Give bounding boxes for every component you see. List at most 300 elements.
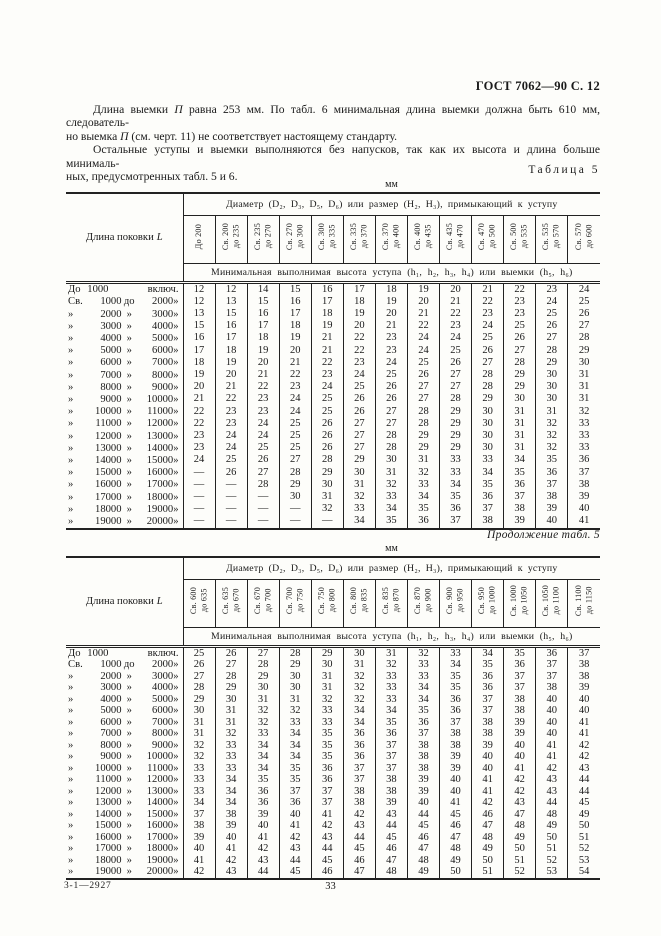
column-header: Св. 200 до 235 — [215, 215, 247, 263]
value-cell: 16 — [247, 308, 279, 320]
text-run: равна 253 мм. По табл. 6 минимальная длина выемки должна быть 610 мм, следователь- — [66, 103, 600, 130]
value-cell: 38 — [183, 820, 215, 832]
value-cell: 31 — [311, 671, 343, 683]
value-cell: 47 — [440, 832, 472, 844]
value-cell: 31 — [183, 717, 215, 729]
value-cell: 42 — [536, 763, 568, 775]
table-row — [66, 381, 600, 393]
value-cell: 15 — [247, 296, 279, 308]
row-label: » 8000 » 9000 » — [66, 381, 183, 393]
value-cell: 37 — [472, 694, 504, 706]
value-cell: 17 — [343, 282, 375, 296]
value-cell: 30 — [375, 454, 407, 466]
table-row — [66, 369, 600, 381]
value-cell: 33 — [215, 740, 247, 752]
value-cell: 40 — [536, 515, 568, 528]
row-label: » 17000 » 18000 » — [66, 491, 183, 503]
row-label: До 1000 включ. — [66, 646, 183, 659]
value-cell: 52 — [536, 855, 568, 867]
row-label: » 15000 » 16000 » — [66, 820, 183, 832]
table-row — [66, 717, 600, 729]
value-cell: 37 — [183, 809, 215, 821]
value-cell: 37 — [375, 763, 407, 775]
value-cell: 19 — [279, 332, 311, 344]
value-cell: 35 — [279, 763, 311, 775]
value-cell: 39 — [472, 740, 504, 752]
value-cell: 32 — [375, 479, 407, 491]
value-cell: 41 — [568, 515, 600, 528]
table-row — [66, 728, 600, 740]
value-cell: 20 — [279, 345, 311, 357]
value-cell: — — [247, 515, 279, 528]
column-header: Св. 335 до 370 — [343, 215, 375, 263]
text-run: но выемка — [66, 129, 121, 143]
value-cell: 15 — [215, 308, 247, 320]
value-cell: 43 — [375, 809, 407, 821]
value-cell: 34 — [247, 751, 279, 763]
value-cell: 41 — [536, 740, 568, 752]
value-cell: 27 — [407, 393, 439, 405]
value-cell: 36 — [504, 479, 536, 491]
value-cell: 30 — [215, 694, 247, 706]
value-cell: 33 — [440, 467, 472, 479]
value-cell: 21 — [375, 320, 407, 332]
value-cell: 13 — [183, 308, 215, 320]
value-cell: 29 — [536, 357, 568, 369]
value-cell: 27 — [247, 646, 279, 659]
value-cell: — — [215, 479, 247, 491]
value-cell: 25 — [568, 296, 600, 308]
value-cell: 18 — [311, 308, 343, 320]
value-cell: 33 — [215, 751, 247, 763]
value-cell: 23 — [215, 406, 247, 418]
value-cell: 34 — [215, 786, 247, 798]
value-cell: 32 — [407, 467, 439, 479]
value-cell: 40 — [568, 705, 600, 717]
table-5 — [66, 192, 600, 530]
value-cell: 28 — [472, 381, 504, 393]
value-cell: 36 — [440, 694, 472, 706]
column-header: Св. 570 до 600 — [568, 215, 600, 263]
value-cell: 40 — [215, 832, 247, 844]
value-cell: 18 — [247, 332, 279, 344]
value-cell: 43 — [536, 774, 568, 786]
value-cell: 30 — [279, 682, 311, 694]
value-cell: 29 — [568, 345, 600, 357]
value-cell: 31 — [375, 646, 407, 659]
value-cell: 25 — [247, 442, 279, 454]
variable-symbol: П — [120, 129, 129, 143]
value-cell: 43 — [568, 763, 600, 775]
value-cell: 29 — [343, 454, 375, 466]
value-cell: 42 — [215, 855, 247, 867]
row-label: Св. 1000 до 2000 » — [66, 659, 183, 671]
value-cell: 53 — [536, 866, 568, 879]
value-cell: 23 — [279, 381, 311, 393]
value-cell: 49 — [440, 855, 472, 867]
table-row — [66, 786, 600, 798]
value-cell: 22 — [407, 320, 439, 332]
row-label: » 6000 » 7000 » — [66, 717, 183, 729]
value-cell: 17 — [183, 345, 215, 357]
value-cell: 29 — [440, 430, 472, 442]
value-cell: 31 — [311, 491, 343, 503]
value-cell: 42 — [504, 786, 536, 798]
value-cell: 26 — [504, 332, 536, 344]
value-cell: 37 — [472, 503, 504, 515]
value-cell: 40 — [183, 843, 215, 855]
value-cell: 35 — [311, 751, 343, 763]
value-cell: 34 — [375, 503, 407, 515]
value-cell: 34 — [279, 740, 311, 752]
value-cell: 28 — [407, 406, 439, 418]
value-cell: 44 — [247, 866, 279, 879]
value-cell: 47 — [343, 866, 375, 879]
value-cell: 41 — [215, 843, 247, 855]
value-cell: 41 — [568, 717, 600, 729]
value-cell: 28 — [247, 479, 279, 491]
row-label: » 13000 » 14000 » — [66, 442, 183, 454]
value-cell: 43 — [215, 866, 247, 879]
value-cell: 22 — [183, 418, 215, 430]
value-cell: 32 — [536, 418, 568, 430]
value-cell: 38 — [536, 491, 568, 503]
value-cell: — — [247, 491, 279, 503]
table-row — [66, 763, 600, 775]
value-cell: 46 — [440, 820, 472, 832]
value-cell: 36 — [375, 728, 407, 740]
diameter-header: Диаметр (D₂, D₃, D₅, D₆) или размер (H₂, H₃), примыкающий к уступу — [183, 557, 600, 579]
value-cell: 22 — [279, 369, 311, 381]
value-cell: 41 — [536, 751, 568, 763]
value-cell: 22 — [183, 406, 215, 418]
value-cell: 28 — [440, 393, 472, 405]
value-cell: 48 — [375, 866, 407, 879]
value-cell: 34 — [440, 659, 472, 671]
column-header: Св. 435 до 470 — [440, 215, 472, 263]
table-5-continued — [66, 556, 600, 880]
row-label: » 7000 » 8000 » — [66, 728, 183, 740]
value-cell: 22 — [343, 332, 375, 344]
value-cell: 34 — [407, 491, 439, 503]
corner-cell — [66, 193, 183, 282]
value-cell: 36 — [343, 740, 375, 752]
value-cell: 37 — [568, 467, 600, 479]
value-cell: 24 — [440, 332, 472, 344]
value-cell: 22 — [440, 308, 472, 320]
column-header: Св. 1000 до 1050 — [504, 579, 536, 627]
value-cell: — — [279, 515, 311, 528]
value-cell: 44 — [311, 843, 343, 855]
value-cell: 37 — [440, 717, 472, 729]
value-cell: 34 — [279, 728, 311, 740]
value-cell: 24 — [215, 442, 247, 454]
value-cell: 30 — [504, 393, 536, 405]
value-cell: 49 — [536, 820, 568, 832]
table-row — [66, 740, 600, 752]
value-cell: 45 — [279, 866, 311, 879]
value-cell: 33 — [472, 454, 504, 466]
value-cell: 29 — [311, 646, 343, 659]
row-label: » 14000 » 15000 » — [66, 809, 183, 821]
value-cell: 34 — [247, 763, 279, 775]
value-cell: 49 — [407, 866, 439, 879]
value-cell: 36 — [440, 503, 472, 515]
value-cell: 41 — [472, 774, 504, 786]
value-cell: 23 — [247, 393, 279, 405]
row-label: » 10000 » 11000 » — [66, 763, 183, 775]
table-row — [66, 430, 600, 442]
value-cell: 34 — [215, 797, 247, 809]
value-cell: 21 — [279, 357, 311, 369]
value-cell: 26 — [247, 454, 279, 466]
value-cell: 33 — [247, 728, 279, 740]
corner-cell — [66, 557, 183, 646]
value-cell: 29 — [407, 442, 439, 454]
value-cell: 25 — [472, 332, 504, 344]
value-cell: 41 — [472, 786, 504, 798]
value-cell: 43 — [279, 843, 311, 855]
value-cell: 36 — [472, 682, 504, 694]
value-cell: 24 — [568, 282, 600, 296]
value-cell: 20 — [440, 282, 472, 296]
value-cell: 38 — [375, 786, 407, 798]
value-cell: 37 — [407, 728, 439, 740]
value-cell: 28 — [311, 454, 343, 466]
table-header-row — [66, 193, 600, 215]
value-cell: 13 — [215, 296, 247, 308]
value-cell: 37 — [568, 646, 600, 659]
value-cell: 42 — [343, 809, 375, 821]
value-cell: 21 — [311, 345, 343, 357]
value-cell: 52 — [504, 866, 536, 879]
value-cell: 26 — [407, 369, 439, 381]
page-number: 33 — [325, 881, 336, 892]
value-cell: 39 — [247, 809, 279, 821]
value-cell: 48 — [407, 855, 439, 867]
value-cell: 24 — [472, 320, 504, 332]
value-cell: 41 — [183, 855, 215, 867]
row-label: » 16000 » 17000 » — [66, 479, 183, 491]
table-row — [66, 308, 600, 320]
value-cell: 31 — [343, 479, 375, 491]
value-cell: 37 — [279, 786, 311, 798]
value-cell: 33 — [279, 717, 311, 729]
value-cell: 35 — [311, 728, 343, 740]
value-cell: 35 — [247, 774, 279, 786]
value-cell: 36 — [472, 491, 504, 503]
value-cell: 26 — [343, 406, 375, 418]
value-cell: 49 — [504, 832, 536, 844]
value-cell: 31 — [536, 406, 568, 418]
value-cell: 52 — [568, 843, 600, 855]
value-cell: — — [215, 491, 247, 503]
value-cell: 38 — [343, 797, 375, 809]
value-cell: 31 — [183, 728, 215, 740]
value-cell: 49 — [568, 809, 600, 821]
value-cell: 26 — [311, 442, 343, 454]
row-label: » 2000 » 3000 » — [66, 671, 183, 683]
value-cell: 33 — [407, 671, 439, 683]
value-cell: 45 — [568, 797, 600, 809]
column-header: Св. 600 до 635 — [183, 579, 215, 627]
table-row — [66, 682, 600, 694]
value-cell: 38 — [504, 503, 536, 515]
value-cell: 27 — [440, 381, 472, 393]
table-caption: Таблица 5 — [528, 164, 600, 176]
value-cell: 45 — [375, 832, 407, 844]
column-header: Св. 670 до 700 — [247, 579, 279, 627]
row-label: До 1000 включ. — [66, 282, 183, 296]
value-cell: 30 — [568, 357, 600, 369]
value-cell: 35 — [279, 774, 311, 786]
value-cell: 35 — [407, 503, 439, 515]
value-cell: 35 — [536, 454, 568, 466]
value-cell: 37 — [536, 479, 568, 491]
value-cell: 29 — [279, 659, 311, 671]
value-cell: 38 — [504, 705, 536, 717]
value-cell: 44 — [568, 774, 600, 786]
value-cell: 39 — [440, 763, 472, 775]
table-row — [66, 843, 600, 855]
value-cell: 35 — [472, 479, 504, 491]
value-cell: 21 — [472, 282, 504, 296]
column-header: Св. 270 до 300 — [279, 215, 311, 263]
value-cell: 38 — [568, 659, 600, 671]
value-cell: 31 — [215, 717, 247, 729]
value-cell: 18 — [215, 345, 247, 357]
value-cell: 32 — [343, 671, 375, 683]
value-cell: 33 — [407, 659, 439, 671]
value-cell: 48 — [472, 832, 504, 844]
value-cell: 32 — [536, 430, 568, 442]
value-cell: 48 — [504, 820, 536, 832]
value-cell: 21 — [183, 393, 215, 405]
value-cell: 47 — [375, 855, 407, 867]
variable-symbol: L — [156, 595, 163, 607]
value-cell: 30 — [343, 646, 375, 659]
value-cell: 53 — [568, 855, 600, 867]
value-cell: 34 — [247, 740, 279, 752]
value-cell: 36 — [247, 797, 279, 809]
value-cell: 39 — [504, 515, 536, 528]
value-cell: 24 — [407, 345, 439, 357]
value-cell: 39 — [536, 503, 568, 515]
value-cell: 27 — [472, 357, 504, 369]
value-cell: 32 — [568, 406, 600, 418]
value-cell: 25 — [279, 430, 311, 442]
value-cell: 23 — [536, 282, 568, 296]
value-cell: 24 — [407, 332, 439, 344]
value-cell: 26 — [440, 357, 472, 369]
value-cell: 31 — [407, 454, 439, 466]
value-cell: 29 — [440, 418, 472, 430]
value-cell: 31 — [247, 694, 279, 706]
value-cell: 17 — [247, 320, 279, 332]
table-row — [66, 832, 600, 844]
unit-label: мм — [385, 179, 398, 190]
value-cell: 32 — [311, 503, 343, 515]
value-cell: 19 — [247, 345, 279, 357]
value-cell: 26 — [343, 393, 375, 405]
value-cell: 23 — [247, 406, 279, 418]
variable-symbol: L — [156, 231, 163, 243]
value-cell: 37 — [440, 515, 472, 528]
value-cell: 33 — [407, 479, 439, 491]
value-cell: 25 — [215, 454, 247, 466]
value-cell: 51 — [536, 843, 568, 855]
value-cell: 21 — [407, 308, 439, 320]
value-cell: 33 — [183, 774, 215, 786]
table-row — [66, 866, 600, 879]
value-cell: 34 — [343, 515, 375, 528]
value-cell: 40 — [472, 751, 504, 763]
value-cell: 40 — [536, 728, 568, 740]
table-row — [66, 694, 600, 706]
column-header: Св. 835 до 870 — [375, 579, 407, 627]
value-cell: 27 — [183, 671, 215, 683]
value-cell: 20 — [407, 296, 439, 308]
table-row — [66, 751, 600, 763]
print-order-mark: 3-1—2927 — [64, 881, 112, 891]
text-run: (см. черт. 11) не соответствует настоящему стандарту. — [128, 129, 398, 143]
subheader: Минимальная выполнимая высота уступа (h₁, h₂, h₃, h₄) или выемки (h₅, h₆) — [183, 627, 600, 646]
value-cell: 22 — [343, 345, 375, 357]
value-cell: 19 — [407, 282, 439, 296]
value-cell: 33 — [568, 430, 600, 442]
value-cell: 30 — [472, 430, 504, 442]
value-cell: 36 — [536, 467, 568, 479]
row-label: » 7000 » 8000 » — [66, 369, 183, 381]
value-cell: 30 — [343, 467, 375, 479]
value-cell: 32 — [375, 659, 407, 671]
value-cell: — — [183, 491, 215, 503]
value-cell: 47 — [504, 809, 536, 821]
value-cell: 17 — [215, 332, 247, 344]
value-cell: 51 — [504, 855, 536, 867]
value-cell: 29 — [440, 406, 472, 418]
value-cell: 28 — [568, 332, 600, 344]
subheader: Минимальная выполнимая высота уступа (h₁, h₂, h₃, h₄) или выемки (h₅, h₆) — [183, 263, 600, 282]
value-cell: 25 — [279, 418, 311, 430]
value-cell: 38 — [536, 682, 568, 694]
value-cell: 38 — [407, 763, 439, 775]
table-row — [66, 442, 600, 454]
value-cell: 39 — [407, 786, 439, 798]
column-header: Св. 1100 до 1150 — [568, 579, 600, 627]
value-cell: 37 — [536, 659, 568, 671]
value-cell: 19 — [215, 357, 247, 369]
value-cell: 49 — [472, 843, 504, 855]
value-cell: 27 — [536, 332, 568, 344]
value-cell: 46 — [375, 843, 407, 855]
value-cell: 43 — [247, 855, 279, 867]
value-cell: 39 — [440, 751, 472, 763]
value-cell: 26 — [472, 345, 504, 357]
value-cell: 33 — [343, 503, 375, 515]
value-cell: 29 — [504, 369, 536, 381]
column-header: Св. 900 до 950 — [440, 579, 472, 627]
row-label: » 16000 » 17000 » — [66, 832, 183, 844]
value-cell: 33 — [375, 491, 407, 503]
value-cell: 32 — [183, 751, 215, 763]
table-row — [66, 467, 600, 479]
table-row — [66, 503, 600, 515]
row-label: » 2000 » 3000 » — [66, 308, 183, 320]
value-cell: 22 — [247, 381, 279, 393]
value-cell: 29 — [215, 682, 247, 694]
value-cell: 28 — [375, 442, 407, 454]
